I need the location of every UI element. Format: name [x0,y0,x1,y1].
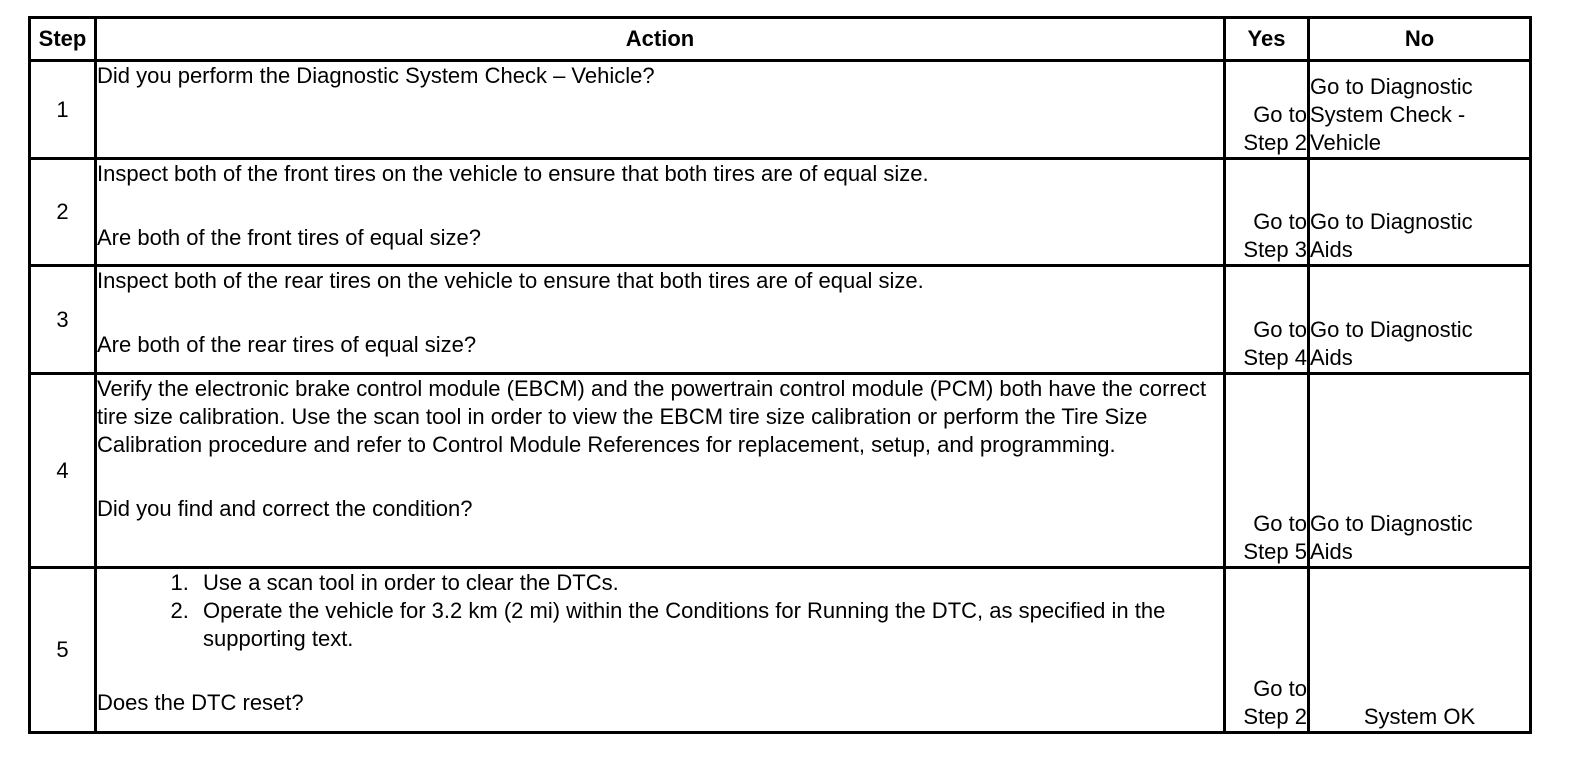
table-row [30,159,1531,266]
no-cell [1309,61,1531,159]
yes-line2: Step 3 [1243,237,1307,262]
no-line2: Aids [1310,237,1353,262]
yes-cell [1225,61,1309,159]
yes-line1: Go to [1253,209,1307,234]
no-line2: Aids [1310,345,1353,370]
yes-line2: Step 4 [1243,345,1307,370]
yes-cell [1225,374,1309,568]
step-number: 2 [30,159,96,266]
yes-line2: Step 2 [1243,704,1307,729]
yes-line1: Go to [1253,102,1307,127]
no-line2: System Check - [1310,102,1466,127]
table-row [30,266,1531,374]
yes-line1: Go to [1253,511,1307,536]
yes-line1: Go to [1253,676,1307,701]
yes-cell [1225,159,1309,266]
action-question: Are both of the rear tires of equal size? [97,332,477,357]
action-cell [96,159,1225,266]
action-question: Does the DTC reset? [97,690,304,715]
action-question: Are both of the front tires of equal size? [97,225,482,250]
no-line2: Aids [1310,539,1353,564]
no-line1: Go to Diagnostic [1310,209,1473,234]
no-line1: System OK [1363,704,1476,729]
action-text: Did you perform the Diagnostic System Check – Vehicle? [97,63,655,88]
action-cell [96,374,1225,568]
no-cell [1309,568,1531,733]
no-cell [1309,374,1531,568]
diagnostic-table [28,16,1532,734]
no-line1: Go to Diagnostic [1310,511,1473,536]
header-yes: Yes [1225,18,1309,61]
yes-cell [1225,568,1309,733]
action-cell [96,568,1225,733]
header-no: No [1309,18,1531,61]
header-row [30,18,1531,61]
action-cell [96,61,1225,159]
list-item: 2. Operate the vehicle for 3.2 km (2 mi) within the Conditions for Running the DTC, as specified in the supporting text. [195,597,1223,653]
yes-line1: Go to [1253,317,1307,342]
header-step: Step [30,18,96,61]
header-action: Action [96,18,1225,61]
yes-cell [1225,266,1309,374]
action-question: Did you find and correct the condition? [97,496,473,521]
yes-line2: Step 5 [1243,539,1307,564]
no-line3: Vehicle [1310,130,1381,155]
no-cell [1309,266,1531,374]
instruction-list [97,569,1223,653]
action-text: Verify the electronic brake control module (EBCM) and the powertrain control module (PCM) both have the correct tire size calibration. Use the scan tool in order to view the EBCM tire size calibration or perform the Tire Size Calibration procedure and refer to Control Module References for replacement, setup, and programming. [97,376,1207,457]
action-text: Inspect both of the front tires on the vehicle to ensure that both tires are of equal size. [97,161,929,186]
step-number: 1 [30,61,96,159]
table-row [30,61,1531,159]
no-line1: Go to Diagnostic [1310,74,1473,99]
action-cell [96,266,1225,374]
list-item: 1. Use a scan tool in order to clear the DTCs. [195,569,1223,597]
step-number: 4 [30,374,96,568]
step-number: 5 [30,568,96,733]
table-row [30,568,1531,733]
step-number: 3 [30,266,96,374]
table-row [30,374,1531,568]
yes-line2: Step 2 [1243,130,1307,155]
action-text: Inspect both of the rear tires on the vehicle to ensure that both tires are of equal size. [97,268,924,293]
no-line1: Go to Diagnostic [1310,317,1473,342]
no-cell [1309,159,1531,266]
